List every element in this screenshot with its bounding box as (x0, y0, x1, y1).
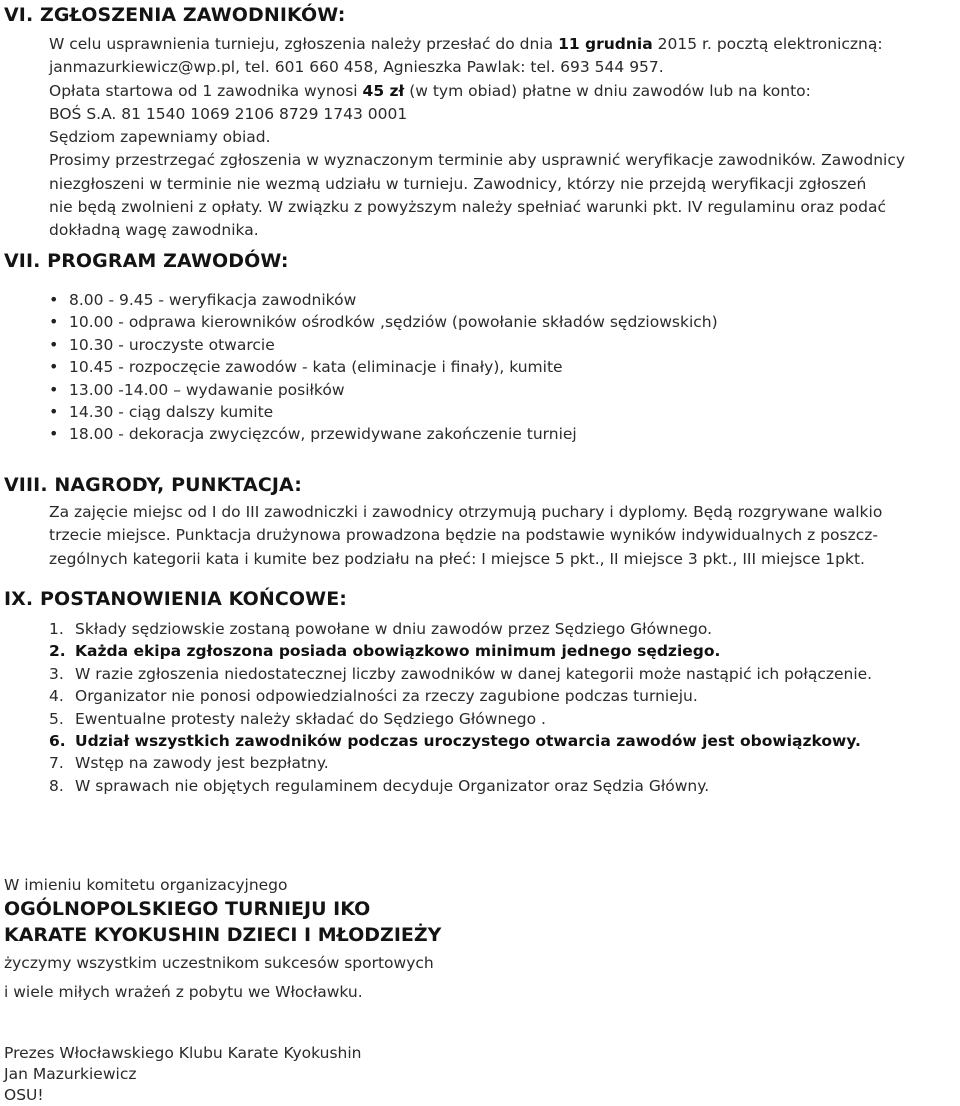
list-item: • 8.00 - 9.45 - weryfikacja zawodników (49, 289, 718, 311)
list-item: 6. Udział wszystkich zawodników podczas uroczystego otwarcia zawodów jest obowiązkowy. (49, 732, 861, 751)
list-item: • 18.00 - dekoracja zwycięzców, przewidywane zakończenie turniej (49, 423, 718, 445)
section-6-heading: VI. ZGŁOSZENIA ZAWODNIKÓW: (4, 4, 346, 26)
section-9-heading: IX. POSTANOWIENIA KOŃCOWE: (4, 588, 348, 610)
list-item: 2. Każda ekipa zgłoszona posiada obowiązkowo minimum jednego sędziego. (49, 642, 721, 661)
section-6-body (49, 33, 959, 243)
section-6-line-8: nie będą zwolnieni z opłaty. W związku z powyższym należy spełniać warunki pkt. IV regulaminu oraz podać (49, 198, 886, 217)
signature-block (4, 1043, 362, 1106)
greeting-intro: W imieniu komitetu organizacyjnego (4, 876, 288, 894)
list-item: • 10.00 - odprawa kierowników ośrodków ,sędziów (powołanie składów sędziowskich) (49, 311, 718, 333)
section-6-line-2: janmazurkiewicz@wp.pl, tel. 601 660 458, Agnieszka Pawlak: tel. 693 544 957. (49, 58, 664, 77)
section-6-line-7: niezgłoszeni w terminie nie wezmą udziału w turnieju. Zawodnicy, którzy nie przejdą weryfikacji zgłoszeń (49, 174, 867, 193)
program-list (49, 289, 718, 446)
section-6-line-9: dokładną wagę zawodnika. (49, 221, 259, 240)
section-8-body (49, 501, 959, 571)
list-item: 1. Składy sędziowskie zostaną powołane w dniu zawodów przez Sędziego Głównego. (49, 620, 713, 638)
closing-greeting (4, 874, 441, 1006)
section-6-line-3: Opłata startowa od 1 zawodnika wynosi 45 zł (w tym obiad) płatne w dniu zawodów lub na konto: (49, 81, 811, 100)
section-8-heading: VIII. NAGRODY, PUNKTACJA: (4, 474, 302, 496)
list-item: • 10.30 - uroczyste otwarcie (49, 334, 718, 356)
signature-closing: OSU! (4, 1086, 44, 1104)
section-8-line-3: zególnych kategorii kata i kumite bez podziału na płeć: I miejsce 5 pkt., II miejsce 3 pkt., III miejsce 1pkt. (49, 549, 865, 568)
deadline-date: 11 grudnia (558, 35, 653, 53)
section-7-heading: VII. PROGRAM ZAWODÓW: (4, 250, 289, 272)
fee-amount: 45 zł (362, 81, 405, 100)
list-item: 3. W razie zgłoszenia niedostatecznej liczby zawodników w danej kategorii może nastąpić ich połączenie. (49, 664, 873, 683)
section-8-line-1: Za zajęcie miejsc od I do III zawodniczki i zawodnicy otrzymują puchary i dyplomy. Będą rozgrywane walkio (49, 503, 883, 521)
list-item: 4. Organizator nie ponosi odpowiedzialności za rzeczy zagubione podczas turnieju. (49, 687, 698, 706)
section-6-line-4: BOŚ S.A. 81 1540 1069 2106 8729 1743 0001 (49, 104, 408, 123)
list-item: 5. Ewentualne protesty należy składać do Sędziego Głównego . (49, 709, 546, 728)
list-item: 8. W sprawach nie objętych regulaminem decyduje Organizator oraz Sędzia Główny. (49, 776, 710, 795)
section-6-line-1: W celu usprawnienia turnieju, zgłoszenia należy przesłać do dnia 11 grudnia 2015 r. pocztą elektroniczną: (49, 35, 883, 53)
section-8-line-2: trzecie miejsce. Punktacja drużynowa prowadzona będzie na podstawie wyników indywidualnych z poszcz- (49, 526, 878, 545)
greeting-line-1: życzymy wszystkim uczestnikom sukcesów sportowych (4, 954, 434, 972)
tournament-title-line-1: OGÓLNOPOLSKIEGO TURNIEJU IKO (4, 898, 371, 920)
section-6-line-5: Sędziom zapewniamy obiad. (49, 128, 271, 147)
section-6-line-6: Prosimy przestrzegać zgłoszenia w wyznaczonym terminie aby usprawnić weryfikacje zawodników. Zawodnicy (49, 151, 906, 170)
tournament-title-line-2: KARATE KYOKUSHIN DZIECI I MŁODZIEŻY (4, 924, 442, 946)
list-item: • 13.00 -14.00 – wydawanie posiłków (49, 379, 718, 401)
signature-title: Prezes Włocławskiego Klubu Karate Kyokushin (4, 1044, 362, 1062)
final-provisions-list (49, 618, 872, 797)
greeting-line-2: i wiele miłych wrażeń z pobytu we Włocławku. (4, 983, 363, 1001)
list-item: • 10.45 - rozpoczęcie zawodów - kata (eliminacje i finały), kumite (49, 356, 718, 378)
list-item: 7. Wstęp na zawody jest bezpłatny. (49, 754, 329, 773)
signature-name: Jan Mazurkiewicz (4, 1065, 137, 1083)
list-item: • 14.30 - ciąg dalszy kumite (49, 401, 718, 423)
